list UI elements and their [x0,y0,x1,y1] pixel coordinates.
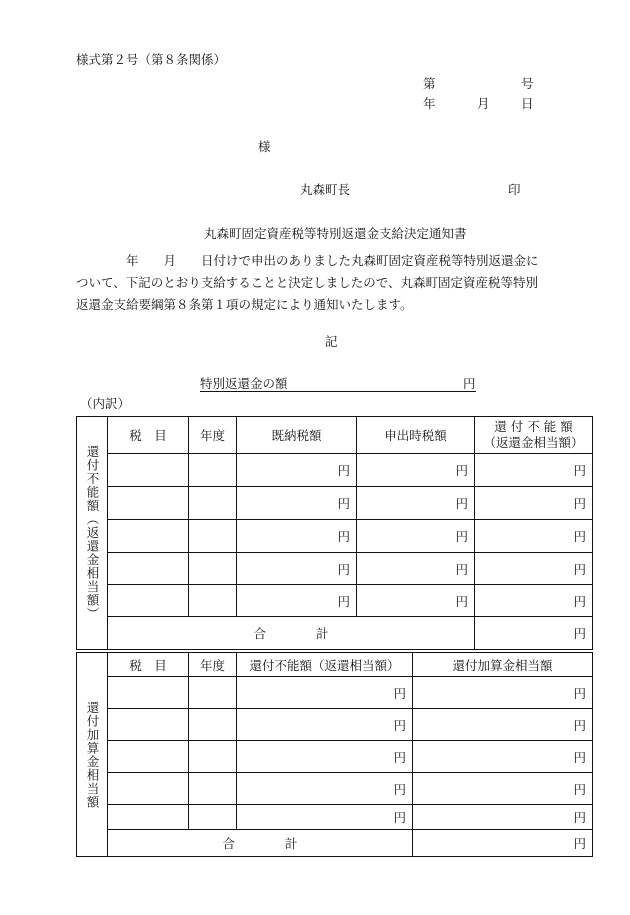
issuer-title: 丸森町長 [300,182,351,197]
table-row [77,741,593,773]
cell-tax-item [108,553,189,585]
cell-nonrefundable: 円 [475,585,593,617]
date-day: 日 [521,96,534,111]
cell-paid-tax: 円 [237,454,357,487]
total-nonrefundable: 円 [475,617,593,650]
header-fiscal-year: 年度 [189,417,237,454]
doc-number-go: 号 [521,76,534,91]
side-label-refund-interest: 還付加算金相当額 [77,653,108,857]
table-header-row [77,653,593,677]
header-fiscal-year: 年度 [189,653,237,677]
cell-tax-item [108,520,189,553]
header-nonrefundable [475,417,593,454]
cell-tax-item [108,773,189,805]
total-label: 合 計 [108,617,475,650]
cell-fiscal-year [189,741,237,773]
doc-number-dai: 第 [423,76,436,91]
cell-tax-item [108,677,189,709]
table-row [77,773,593,805]
cell-paid-tax: 円 [237,553,357,585]
total-row [77,617,593,650]
nonrefundable-table [76,416,593,650]
cell-tax-at-request: 円 [357,553,475,585]
side-label-nonrefundable: 還付不能額（返還金相当額） [77,417,108,650]
cell-nonrefundable: 円 [475,553,593,585]
amount-unit: 円 [463,376,476,391]
cell-tax-at-request: 円 [357,585,475,617]
table-row [77,805,593,830]
table-row [77,553,593,585]
amount-underline [200,391,476,392]
document-title: 丸森町固定資産税等特別返還金支給決定通知書 [204,226,467,241]
table-row [77,520,593,553]
cell-fiscal-year [189,454,237,487]
breakdown-label: （内訳） [80,396,131,411]
cell-nonrefundable: 円 [237,773,413,805]
ki-heading: 記 [325,334,338,349]
seal-mark: 印 [508,182,521,197]
cell-refund-interest: 円 [413,677,593,709]
header-tax-item: 税 目 [108,653,189,677]
amount-label: 特別返還金の額 [200,376,288,391]
date-year: 年 [423,96,436,111]
cell-tax-at-request: 円 [357,454,475,487]
cell-nonrefundable: 円 [475,487,593,520]
cell-tax-item [108,741,189,773]
cell-tax-item [108,709,189,741]
table-row [77,487,593,520]
cell-refund-interest: 円 [413,773,593,805]
cell-tax-item [108,454,189,487]
table-row [77,454,593,487]
table-header-row [77,417,593,454]
cell-tax-at-request: 円 [357,520,475,553]
cell-nonrefundable: 円 [475,454,593,487]
recipient-honorific: 様 [258,139,271,154]
cell-fiscal-year [189,487,237,520]
cell-fiscal-year [189,773,237,805]
cell-fiscal-year [189,709,237,741]
cell-tax-item [108,805,189,830]
table-row [77,709,593,741]
body-line: ついて、下記のとおり支給することと決定しましたので、丸森町固定資産税等特別 [76,275,539,290]
cell-paid-tax: 円 [237,585,357,617]
body-paragraph [76,250,596,316]
cell-refund-interest: 円 [413,805,593,830]
cell-fiscal-year [189,585,237,617]
cell-tax-item [108,585,189,617]
refund-interest-table [76,652,593,857]
table-row [77,585,593,617]
cell-refund-interest: 円 [413,741,593,773]
header-tax-item: 税 目 [108,417,189,454]
cell-nonrefundable: 円 [237,677,413,709]
total-row [77,830,593,857]
form-number: 様式第２号（第８条関係） [76,52,227,67]
cell-fiscal-year [189,520,237,553]
total-refund-interest: 円 [413,830,593,857]
cell-refund-interest: 円 [413,709,593,741]
cell-nonrefundable: 円 [237,805,413,830]
header-refund-interest: 還付加算金相当額 [413,653,593,677]
cell-tax-item [108,487,189,520]
cell-fiscal-year [189,805,237,830]
cell-nonrefundable: 円 [237,741,413,773]
cell-nonrefundable: 円 [475,520,593,553]
cell-tax-at-request: 円 [357,487,475,520]
cell-paid-tax: 円 [237,520,357,553]
cell-fiscal-year [189,553,237,585]
body-line: 年 月 日付けで申出のありました丸森町固定資産税等特別返還金に [76,253,539,268]
header-tax-at-request: 申出時税額 [357,417,475,454]
cell-paid-tax: 円 [237,487,357,520]
table-row [77,677,593,709]
header-nonrefundable-line1: 還 付 不 能 額 [494,419,573,434]
cell-fiscal-year [189,677,237,709]
cell-nonrefundable: 円 [237,709,413,741]
header-paid-tax: 既納税額 [237,417,357,454]
date-month: 月 [477,96,490,111]
header-nonrefundable-line2: （返還金相当額） [483,435,584,450]
total-label: 合 計 [108,830,413,857]
body-line: 返還金支給要綱第８条第１項の規定により通知いたします。 [76,297,413,312]
header-nonrefundable: 還付不能額（返還相当額） [237,653,413,677]
